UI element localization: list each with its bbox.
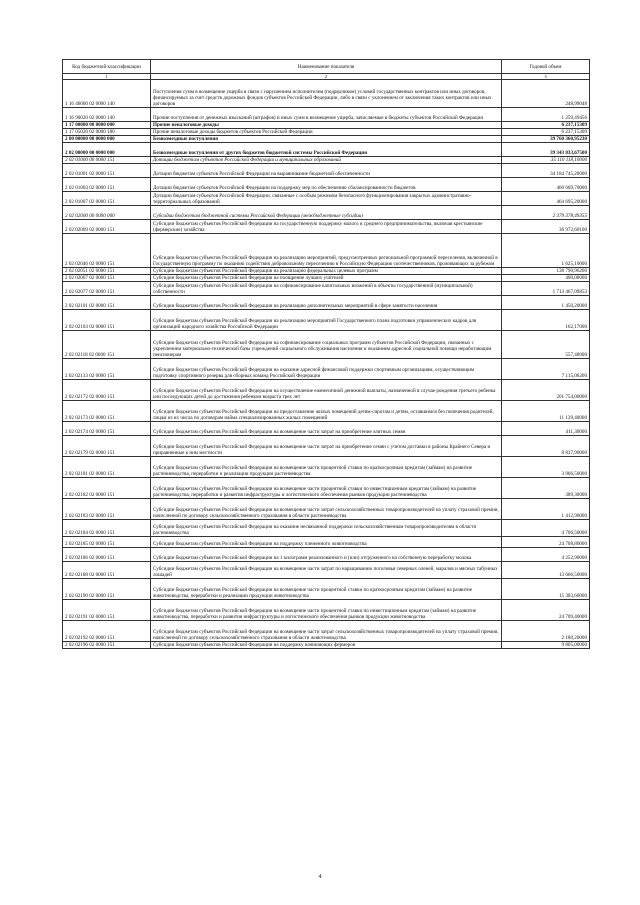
row-name: Субсидии бюджетам субъектов Российской Федерации на оказание несвязанной поддержки сельскохозяйственным товаропроизводителям в области растениеводства — [151, 520, 502, 537]
table-row — [63, 422, 590, 436]
table-row — [63, 499, 590, 520]
row-value: 4 706,50000 — [502, 520, 590, 537]
table-row — [63, 436, 590, 457]
row-value: 411,30000 — [502, 422, 590, 436]
row-code: 2 02 02009 02 0000 151 — [63, 220, 151, 234]
table-row — [63, 359, 590, 380]
table-row — [63, 548, 590, 562]
row-code: 2 02 00000 00 0000 000 — [63, 143, 151, 157]
table-row — [63, 143, 590, 157]
row-code: 2 00 00000 00 0000 000 — [63, 136, 151, 143]
row-value: 1 625,10000 — [502, 234, 590, 268]
row-value: 1 713 467,09853 — [502, 282, 590, 296]
row-code: 2 02 02191 02 0000 151 — [63, 600, 151, 621]
row-value: 13 666,50000 — [502, 562, 590, 579]
row-value: 460 669,70000 — [502, 178, 590, 192]
row-code: 2 02 02000 00 0000 000 — [63, 206, 151, 220]
row-code: 2 02 02188 02 0000 151 — [63, 562, 151, 579]
row-value: 138 790,96200 — [502, 268, 590, 275]
row-name: Субсидии бюджетам субъектов Российской Федерации на возмещение части процентной ставки по инвестиционным кредитам (займам) на развитие растениеводства, переработки и развития инфраструктуры и логистического обеспечения рынков продукции растениеводства — [151, 478, 502, 499]
row-name: Субсидии бюджетам субъектов Российской Федерации на реализацию федеральных целевых программ — [151, 268, 502, 275]
table-row — [63, 80, 590, 108]
table-row — [63, 331, 590, 359]
row-value: 389,30000 — [502, 478, 590, 499]
row-value: 24 709,40000 — [502, 600, 590, 621]
row-value: 6 237,15309 — [502, 122, 590, 129]
row-code: 2 02 02184 02 0000 151 — [63, 520, 151, 537]
row-value: 8 837,90000 — [502, 436, 590, 457]
row-code: 2 02 02077 02 0000 151 — [63, 282, 151, 296]
row-code: 2 02 01001 02 0000 151 — [63, 164, 151, 178]
row-code: 2 02 02046 02 0000 151 — [63, 234, 151, 268]
table-row — [63, 310, 590, 331]
row-value: 39 343 833,67500 — [502, 143, 590, 157]
column-number-1: 1 — [63, 74, 151, 80]
row-name: Дотации бюджетам субъектов Российской Федерации и муниципальных образований — [151, 157, 502, 164]
table-row — [63, 275, 590, 282]
table-row — [63, 136, 590, 143]
row-value: 1 450,20000 — [502, 296, 590, 310]
row-value: 15 383,60000 — [502, 579, 590, 600]
row-name: Субсидии бюджетам субъектов Российской Федерации на реализацию мероприятий, предусмотренных региональной программой переселения, включенной в Государственную программу по оказанию содействия добровольному переселению в Российскую Федерацию соотечественников, проживающих за рубежом — [151, 234, 502, 268]
row-code: 2 02 01003 02 0000 151 — [63, 178, 151, 192]
row-name: Субсидии бюджетам субъектов Российской Федерации на софинансирование капитальных вложений в объекты государственной (муниципальной) собственности — [151, 282, 502, 296]
row-name: Безвозмездные поступления от других бюджетов бюджетной системы Российской Федерации — [151, 143, 502, 157]
row-code: 2 02 02181 02 0000 151 — [63, 457, 151, 478]
row-code: 2 02 02133 02 0000 151 — [63, 359, 151, 380]
row-name: Субсидии бюджетам субъектов Российской Федерации на возмещение части процентной ставки по инвестиционным кредитам (займам) на развитие животноводства, переработки и развития инфраструктуры и логистического обеспечения рынков продукции животноводства — [151, 600, 502, 621]
row-code: 2 02 02182 02 0000 151 — [63, 478, 151, 499]
row-value: 557,40000 — [502, 331, 590, 359]
column-number-3: 3 — [502, 74, 590, 80]
row-value: 201 754,00000 — [502, 380, 590, 401]
row-name: Субсидии бюджетам субъектов Российской Федерации на возмещение части процентной ставки по краткосрочным кредитам (займам) на развитие растениеводства, переработки и реализации продукции растениеводства — [151, 457, 502, 478]
row-value: 9 805,00000 — [502, 642, 590, 649]
row-name: Дотации бюджетам субъектов Российской Федерации, связанные с особым режимом безопасного функционирования закрытых административно-территориальных образований — [151, 192, 502, 206]
row-code: 2 02 02118 02 0000 151 — [63, 331, 151, 359]
table-row — [63, 520, 590, 537]
row-value: 39 760 360,95230 — [502, 136, 590, 143]
row-name: Субсидии бюджетам субъектов Российской Федерации на реализацию мероприятий Государственного плана подготовки управленческих кадров для организаций народного хозяйства Российской Федерации — [151, 310, 502, 331]
row-name: Субсидии бюджетам субъектов Российской Федерации на осуществление ежемесячной денежной выплаты, назначенной в случае рождения третьего ребенка или последующих детей до достижения ребенком возраста трех лет — [151, 380, 502, 401]
row-name: Субсидии бюджетам субъектов Российской Федерации на предоставление жилых помещений детям-сиротам и детям, оставшимся без попечения родителей, лицам из их числа по договорам найма специализированных жилых помещений — [151, 401, 502, 422]
row-name: Субсидии бюджетам субъектов Российской Федерации на возмещение части затрат сельскохозяйственных товаропроизводителей на уплату страховой премии, начисленной по договору сельскохозяйственного страхования в области животноводства — [151, 621, 502, 642]
row-code: 2 02 02186 02 0000 151 — [63, 548, 151, 562]
row-value: 162,17000 — [502, 310, 590, 331]
row-value: 2 180,20000 — [502, 621, 590, 642]
row-name: Поступления сумм в возмещение ущерба в связи с нарушением исполнителем (подрядчиком) условий государственных контрактов или иных договоров, финансируемых за счет средств дорожных фондов субъектов Российской Федерации, либо в связи с уклонением от заключения таких контрактов или иных договоров — [151, 80, 502, 108]
row-code: 1 16 46000 02 0000 140 — [63, 80, 151, 108]
row-code: 2 02 02051 02 0000 151 — [63, 268, 151, 275]
table-row — [63, 537, 590, 548]
row-value: 3 966,50000 — [502, 457, 590, 478]
header-volume: Годовой объем — [502, 60, 590, 74]
table-row — [63, 562, 590, 579]
row-code: 2 02 02179 02 0000 151 — [63, 436, 151, 457]
row-name: Субсидии бюджетам субъектов Российской Федерации на поддержку племенного животноводства — [151, 537, 502, 548]
row-name: Субсидии бюджетам субъектов Российской Федерации на возмещение части затрат по наращиванию поголовья северных оленей, маралов и мясных табунных лошадей — [151, 562, 502, 579]
row-name: Субсидии бюджетам субъектов Российской Федерации на поддержку начинающих фермеров — [151, 642, 502, 649]
table-row — [63, 129, 590, 136]
table-row — [63, 234, 590, 268]
row-name: Субсидии бюджетам субъектов Российской Федерации на софинансирование социальных программ субъектов Российской Федерации, связанных с укреплением материально-технической базы учреждений социального обслуживания населения и оказанием адресной социальной помощи неработающим пенсионерам — [151, 331, 502, 359]
row-value: 2 379 378,49355 — [502, 206, 590, 220]
table-row — [63, 268, 590, 275]
table-row — [63, 206, 590, 220]
header-name: Наименование показателя — [151, 60, 502, 74]
table-row — [63, 192, 590, 206]
row-code: 2 02 02101 02 0000 151 — [63, 296, 151, 310]
row-value: 4 252,90000 — [502, 548, 590, 562]
row-name: Субсидии бюджетам субъектов Российской Федерации на возмещение части затрат на приобретение элитных семян — [151, 422, 502, 436]
row-code: 2 02 02067 02 0000 151 — [63, 275, 151, 282]
row-value: 6 237,15309 — [502, 129, 590, 136]
row-name: Безвозмездные поступления — [151, 136, 502, 143]
row-code: 2 02 02183 02 0000 151 — [63, 499, 151, 520]
table-row — [63, 108, 590, 122]
row-code: 2 02 01007 02 0000 151 — [63, 192, 151, 206]
row-name: Субсидии бюджетам субъектов Российской Федерации на государственную поддержку малого и среднего предпринимательства, включая крестьянские (фермерские) хозяйства — [151, 220, 502, 234]
row-value: 1 412,90000 — [502, 499, 590, 520]
budget-table — [62, 59, 590, 649]
table-row — [63, 457, 590, 478]
row-name: Субсидии бюджетам субъектов Российской Федерации на возмещение части затрат на приобретение семян с учетом доставки в районы Крайнего Севера и приравненные к ним местности — [151, 436, 502, 457]
row-name: Прочие неналоговые доходы бюджетов субъектов Российской Федерации — [151, 129, 502, 136]
row-code: 2 02 02174 02 0000 151 — [63, 422, 151, 436]
row-name: Субсидии бюджетам субъектов Российской Федерации на 1 килограмм реализованного и (или) отгруженного на собственную переработку молока — [151, 548, 502, 562]
table-header-row — [63, 60, 590, 74]
row-code: 2 02 02173 02 0000 151 — [63, 401, 151, 422]
table-row — [63, 296, 590, 310]
row-value: 11 139,40000 — [502, 401, 590, 422]
row-name: Прочие неналоговые доходы — [151, 122, 502, 129]
row-name: Субсидии бюджетам субъектов Российской Федерации на поощрение лучших учителей — [151, 275, 502, 282]
table-row — [63, 164, 590, 178]
row-name: Дотации бюджетам субъектов Российской Федерации на поддержку мер по обеспечению сбалансированности бюджетов — [151, 178, 502, 192]
row-code: 1 17 00000 00 0000 000 — [63, 122, 151, 129]
row-value: 464 695,20000 — [502, 192, 590, 206]
row-code: 2 02 02192 02 0000 151 — [63, 621, 151, 642]
row-name: Субсидии бюджетам субъектов Российской Федерации на возмещение части процентной ставки по краткосрочным кредитам (займам) на развитие животноводства, переработки и реализации продукции животноводства — [151, 579, 502, 600]
row-code: 2 02 02190 02 0000 151 — [63, 579, 151, 600]
row-value: 34 184 745,20000 — [502, 164, 590, 178]
table-row — [63, 220, 590, 234]
row-code: 1 16 90020 02 0000 140 — [63, 108, 151, 122]
row-code: 2 02 02185 02 0000 151 — [63, 537, 151, 548]
page-number: 4 — [318, 874, 322, 880]
row-value: 24 708,80000 — [502, 537, 590, 548]
table-row — [63, 579, 590, 600]
row-value: 400,00000 — [502, 275, 590, 282]
row-value: 1 259,49456 — [502, 108, 590, 122]
row-value: 7 115,06200 — [502, 359, 590, 380]
row-name: Субсидии бюджетам субъектов Российской Федерации на оказание адресной финансовой поддержки спортивным организациям, осуществляющим подготовку спортивного резерва для сборных команд Российской Федерации — [151, 359, 502, 380]
row-code: 1 17 05020 02 0000 180 — [63, 129, 151, 136]
table-row — [63, 122, 590, 129]
table-row — [63, 600, 590, 621]
table-row — [63, 380, 590, 401]
row-value: 36 972,60100 — [502, 220, 590, 234]
table-row — [63, 621, 590, 642]
table-row — [63, 157, 590, 164]
table-row — [63, 478, 590, 499]
table-row — [63, 282, 590, 296]
row-name: Субсидии бюджетам субъектов Российской Федерации на возмещение части затрат сельскохозяйственных товаропроизводителей на уплату страховой премии, начисленной по договору сельскохозяйственного страхования в области растениеводства — [151, 499, 502, 520]
table-row — [63, 401, 590, 422]
row-code: 2 02 02103 02 0000 151 — [63, 310, 151, 331]
row-code: 2 02 01000 00 0000 151 — [63, 157, 151, 164]
row-name: Прочие поступления от денежных взысканий (штрафов) и иных сумм в возмещение ущерба, зачисляемые в бюджеты субъектов Российской Федерации — [151, 108, 502, 122]
table-row — [63, 642, 590, 649]
row-value: 248,99048 — [502, 80, 590, 108]
row-name: Дотации бюджетам субъектов Российской Федерации на выравнивание бюджетной обеспеченности — [151, 164, 502, 178]
row-name: Субсидии бюджетам субъектов Российской Федерации на реализацию дополнительных мероприятий в сфере занятости населения — [151, 296, 502, 310]
row-value: 35 110 118,10000 — [502, 157, 590, 164]
header-code: Код бюджетной классификации — [63, 60, 151, 74]
row-code: 2 02 02196 02 0000 151 — [63, 642, 151, 649]
column-number-2: 2 — [151, 74, 502, 80]
table-row — [63, 178, 590, 192]
row-name: Субсидии бюджетам бюджетной системы Российской Федерации (межбюджетные субсидии) — [151, 206, 502, 220]
row-code: 2 02 02172 02 0000 151 — [63, 380, 151, 401]
table-body — [63, 80, 590, 649]
